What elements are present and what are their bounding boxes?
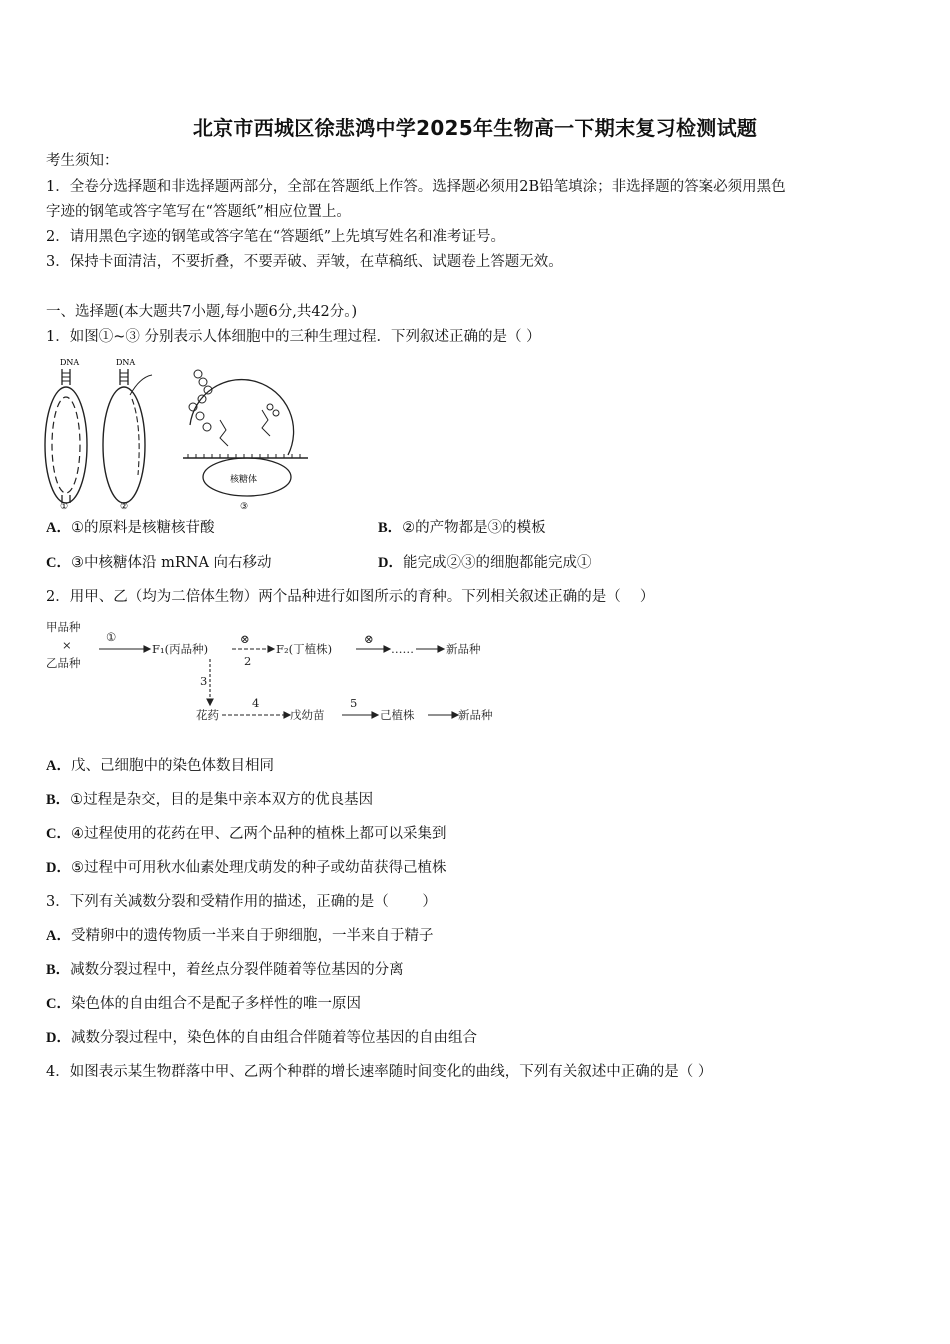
section-heading: 一、选择题(本大题共7小题,每小题6分,共42分。) [46,304,358,320]
q2-fig-f2: F₂(丁植株) [276,642,333,656]
page-title: 北京市西城区徐悲鸿中学2025年生物高一下期末复习检测试题 [192,116,758,140]
q1-stem: 1．如图①~③ 分别表示人体细胞中的三种生理过程．下列叙述正确的是（ ） [46,329,541,345]
q2-fig-yi: 乙品种 [46,656,81,670]
q2-option-d: D．⑤过程中可用秋水仙素处理戊萌发的种子或幼苗获得己植株 [46,860,447,876]
q2-fig-f1: F₁(丙品种) [152,642,209,656]
q2-fig-new2: 新品种 [458,708,493,722]
q3-option-b: B．减数分裂过程中，着丝点分裂伴随着等位基因的分离 [46,962,404,978]
q1-fig-label-2: ② [120,502,129,510]
q1-option-b: B．②的产物都是③的模板 [378,520,546,536]
q1-fig-dna-label: DNA [116,358,136,367]
q1-option-d: D．能完成②③的细胞都能完成① [378,555,592,571]
q3-option-d: D．减数分裂过程中，染色体的自由组合伴随着等位基因的自由组合 [46,1030,477,1046]
notice-heading: 考生须知： [46,153,119,169]
q2-fig-self2: ⊗ [364,632,374,646]
q1-figure [40,355,330,510]
q2-fig-step3: 3 [200,674,208,688]
q2-option-a: A．戊、己细胞中的染色体数目相同 [46,758,274,774]
notice-item: 3．保持卡面清洁，不要折叠，不要弄破、弄皱，在草稿纸、试题卷上答题无效。 [46,254,563,270]
notice-item: 字迹的钢笔或答字笔写在“答题纸”相应位置上。 [46,204,351,220]
q2-fig-wu: 戊幼苗 [290,708,325,722]
q1-fig-dna-label: DNA [60,358,80,367]
q2-stem: 2．用甲、乙（均为二倍体生物）两个品种进行如图所示的育种。下列相关叙述正确的是（ ） [46,589,655,605]
q3-option-c: C．染色体的自由组合不是配子多样性的唯一原因 [46,996,361,1012]
q2-fig-step5: 5 [350,696,358,710]
q1-fig-ribosome-label: 核糖体 [230,475,258,485]
q2-figure [44,617,514,732]
q2-fig-step2: 2 [244,654,252,668]
q2-fig-cross: × [62,638,72,652]
q1-option-c: C．③中核糖体沿 mRNA 向右移动 [46,555,272,571]
q4-stem: 4．如图表示某生物群落中甲、乙两个种群的增长速率随时间变化的曲线，下列有关叙述中正确的是（ ） [46,1064,713,1080]
q2-fig-step1: ① [106,630,117,644]
notice-item: 1．全卷分选择题和非选择题两部分，全部在答题纸上作答。选择题必须用2B铅笔填涂；非选择题的答案必须用黑色 [46,179,786,195]
q2-option-c: C．④过程使用的花药在甲、乙两个品种的植株上都可以采集到 [46,826,447,842]
q3-option-a: A．受精卵中的遗传物质一半来自于卵细胞，一半来自于精子 [46,928,434,944]
q2-option-b: B．①过程是杂交，目的是集中亲本双方的优良基因 [46,792,374,808]
notice-item: 2．请用黑色字迹的钢笔或答字笔在“答题纸”上先填写姓名和准考证号。 [46,229,506,245]
q2-fig-new1: 新品种 [446,642,481,656]
q2-fig-pollen: 花药 [196,708,219,722]
q2-fig-jia: 甲品种 [46,620,81,634]
q2-fig-dots: …… [391,642,414,656]
q1-option-a: A．①的原料是核糖核苷酸 [46,520,215,536]
q1-fig-label-3: ③ [240,502,249,510]
q3-stem: 3．下列有关减数分裂和受精作用的描述，正确的是（ ） [46,894,437,910]
q2-fig-ji: 己植株 [380,708,415,722]
q2-fig-self1: ⊗ [240,632,250,646]
q2-fig-step4: 4 [252,696,260,710]
q1-fig-label-1: ① [60,502,69,510]
